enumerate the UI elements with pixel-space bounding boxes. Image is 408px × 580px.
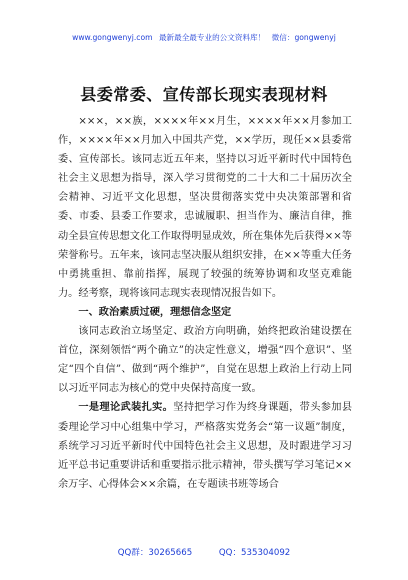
theory-lead: 一是理论武装扎实。: [78, 401, 174, 414]
site-footer: [0, 546, 408, 558]
theory-text: 坚持把学习作为终身课题，带头参加县委理论学习中心组集中学习，严格落实党务会“第一议题”制度，系统学习习近平新时代中国特色社会主义思想，及时跟进学习习近平总书记重要讲话和重要指示批示精神，带头撰写学习笔记××余万字、心得体会××余篇，在专题读书班等场合: [58, 402, 353, 490]
section-heading: 一、政治素质过硬，理想信念坚定: [78, 305, 232, 318]
qq-contact: QQ：535304092: [218, 548, 291, 558]
site-url[interactable]: www.gongwenyj.com: [72, 33, 153, 42]
document-title: 县委常委、宣传部长现实表现材料: [80, 85, 328, 104]
site-slogan: 最新最全最专业的公文资料库！: [158, 33, 266, 42]
document-body: [58, 112, 352, 494]
political-paragraph: 该同志政治立场坚定、政治方向明确，始终把政治建设摆在首位，深刻领悟“两个确立”的决定性意义，增强“四个意识”、坚定“四个自信”、做到“两个维护”，自觉在思想上政治上行动上同以习近平同志为核心的党中央保持高度一致。: [58, 326, 352, 395]
theory-paragraph: [58, 398, 352, 493]
wechat-id: 微信：gongwenyj: [271, 33, 336, 42]
site-header: [0, 32, 408, 43]
intro-paragraph: ×××，××族，××××年××月生，××××年××月参加工作，××××年××月加入中国共产党，××学历，现任××县委常委、宣传部长。该同志近五年来，坚持以习近平新时代中国特色社会主义思想为指导，深入学习贯彻党的二十大和二十届历次全会精神、习近平文化思想，坚决贯彻落实党中央决策部署和省委、市委、县委工作要求，忠诚履职、担当作为、廉洁自律，推动全县宣传思想文化工作取得明显成效，所在集体先后获得××等荣誉称号。五年来，该同志坚决服从组织安排，在××等重大任务中勇挑重担、靠前指挥，展现了较强的统筹协调和攻坚克难能力。经考察，现将该同志现实表现情况报告如下。: [58, 116, 352, 299]
qq-group: QQ群：30265665: [117, 548, 193, 558]
